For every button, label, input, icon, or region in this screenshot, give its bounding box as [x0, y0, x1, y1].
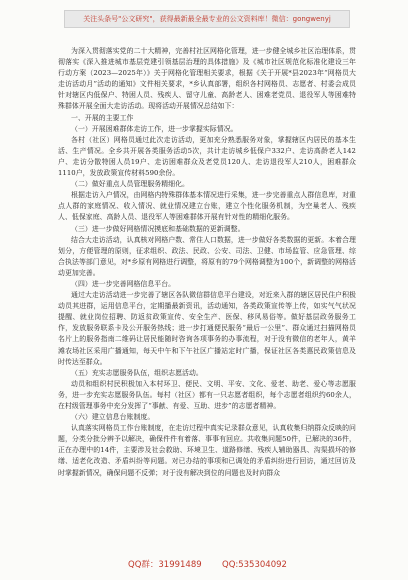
- subheading-info-platform: （四）进一步完善网格信息平台。: [71, 279, 176, 288]
- paragraph-ledger: 认真落实网格员工作台账制度，在走访过程中真实记录群众意见，认真收集归纳群众反映的问题，分类分批分辨予以解决，确保件件有着落、事事有回应。共收集问题50件，已解决的36件，正在办理中的14件，主要涉及社会救助、环境卫生、道路修缮、残疾人辅助器具、沟渠损坏的修缮、适老化改造、矛盾纠纷等问题。对已办结的事项和已调处的矛盾纠纷进行回访，通过回访及时掌握新情况，确保问题不反弹；对于没有解决到位的问题也及时向群众: [58, 424, 356, 477]
- subheading-ledger: （六）建立信息台账制度。: [71, 413, 155, 422]
- footer-contacts: [0, 556, 408, 574]
- document-body: [58, 46, 356, 554]
- subheading-key-personnel: （二）做好重点人员管理服务精细化。: [71, 180, 189, 189]
- paragraph-intro: 为深入贯彻落实党的二十大精神，完善村社区网格化管理，进一步健全城乡社区治理体系，贯彻落实《深入推进城市基层党建引领基层治理的具体措施》及《城市社区规范化标准化建设三年行动方案（2023—2025年）》关于网格化管理相关要求，根据《关于开展*县2023年“网格员大走访活动月”活动的通知》文件相关要求，*乡认真部署，组织各村网格员、志愿者、村委会成员针对辖区内低保户、特困人员、残疾人、留守儿童、高龄老人、困难老党员、退役军人等困难特殊群体开展全面大走访活动。现将活动开展情况总结如下：: [58, 47, 356, 111]
- paragraph-grid-data: 结合大走访活动，认真核对网格户数、常住人口数据，进一步做好各类数据的更新。本着合理划分，方便管理的原则，征求组织、政法、民政、公安、司法、卫健、市场监管、应急管理、综合执法等部门意见，对*乡原有网格进行调整，将原有的79个网格调整为100个，新调整的网格活动更加完善。: [58, 235, 356, 277]
- section-heading-main-work: 一、开展的主要工作: [71, 113, 134, 122]
- subheading-visits: （一）开展困难群体走访工作，进一步掌握实际情况。: [71, 124, 238, 133]
- subheading-grid-data: （三）进一步做好网格情况摸底和基础数据的更新调整。: [71, 224, 245, 233]
- qq-contact-text: QQ:535304092: [222, 560, 287, 570]
- paragraph-visits: 各村（社区）网格员通过此次走访活动，更加充分熟悉服务对象，掌握辖区内居民的基本生活、生产情况。全乡共开展各类服务活动5次，共计走访城乡低保户332户、走访高龄老人142户、走访分散特困人员19户、走访困难群众及老党员120人、走访退役军人210人，困难群众1110户，发放政策宣传材料590余份。: [58, 135, 356, 178]
- paragraph-volunteers: 动员和组织村民积极加入本村环卫、便民、文明、平安、文化、爱老、助老、爱心等志愿服务，进一步充实志愿服务队伍。每村（社区）都有一只志愿者组织，每个志愿者组织约60余人，在村级管理事务中充分发挥了“事献、有爱、互助、进步”的志愿者精神。: [58, 379, 356, 410]
- paragraph-key-personnel: 根据走访入户情况，由网格内特殊群体基本情况进行采集，进一步完善重点人群信息库，对重点人群的家庭情况、收入情况、就业情况建立台账，建立个性化服务机制，为空巢老人、残疾人、低保家庭、高龄人员、退役军人等困难群体开展有针对性的精细化服务。: [58, 191, 356, 222]
- subheading-volunteers: （五）充实志愿服务队伍，组织志愿活动。: [71, 368, 203, 377]
- promo-banner: 关注头条号"公文研究"，获得最新最全最专业的公文资料库！微信：gongwenyj: [64, 10, 350, 28]
- paragraph-info-platform: 通过大走访活动进一步完善了辖区各队微信群信息平台建设，对近来入群的辖区居民住户积极动员其进群，运用信息平台，定期播最新资讯，活动通知，各类政策宣传等上传，如实气气状况提醒、就业岗位招聘、防返贫政策宣传、安全生产、医保、移风易俗等。做好基层政务服务工作，发放服务联系卡及公开服务热线；进一步打通便民服务“最后一公里”、群众通过扫描网格员名片上的服务指南二维码让居民能随时咨询各项事务的办事流程，对于没有微信的老年人，黄羊滩农场社区采用广播通知，每天中午和下午社区广播站定时广播，保证社区各类惠民政策信息及时传达至群众。: [58, 291, 356, 366]
- qq-group-text: QQ群：31991489: [128, 560, 202, 570]
